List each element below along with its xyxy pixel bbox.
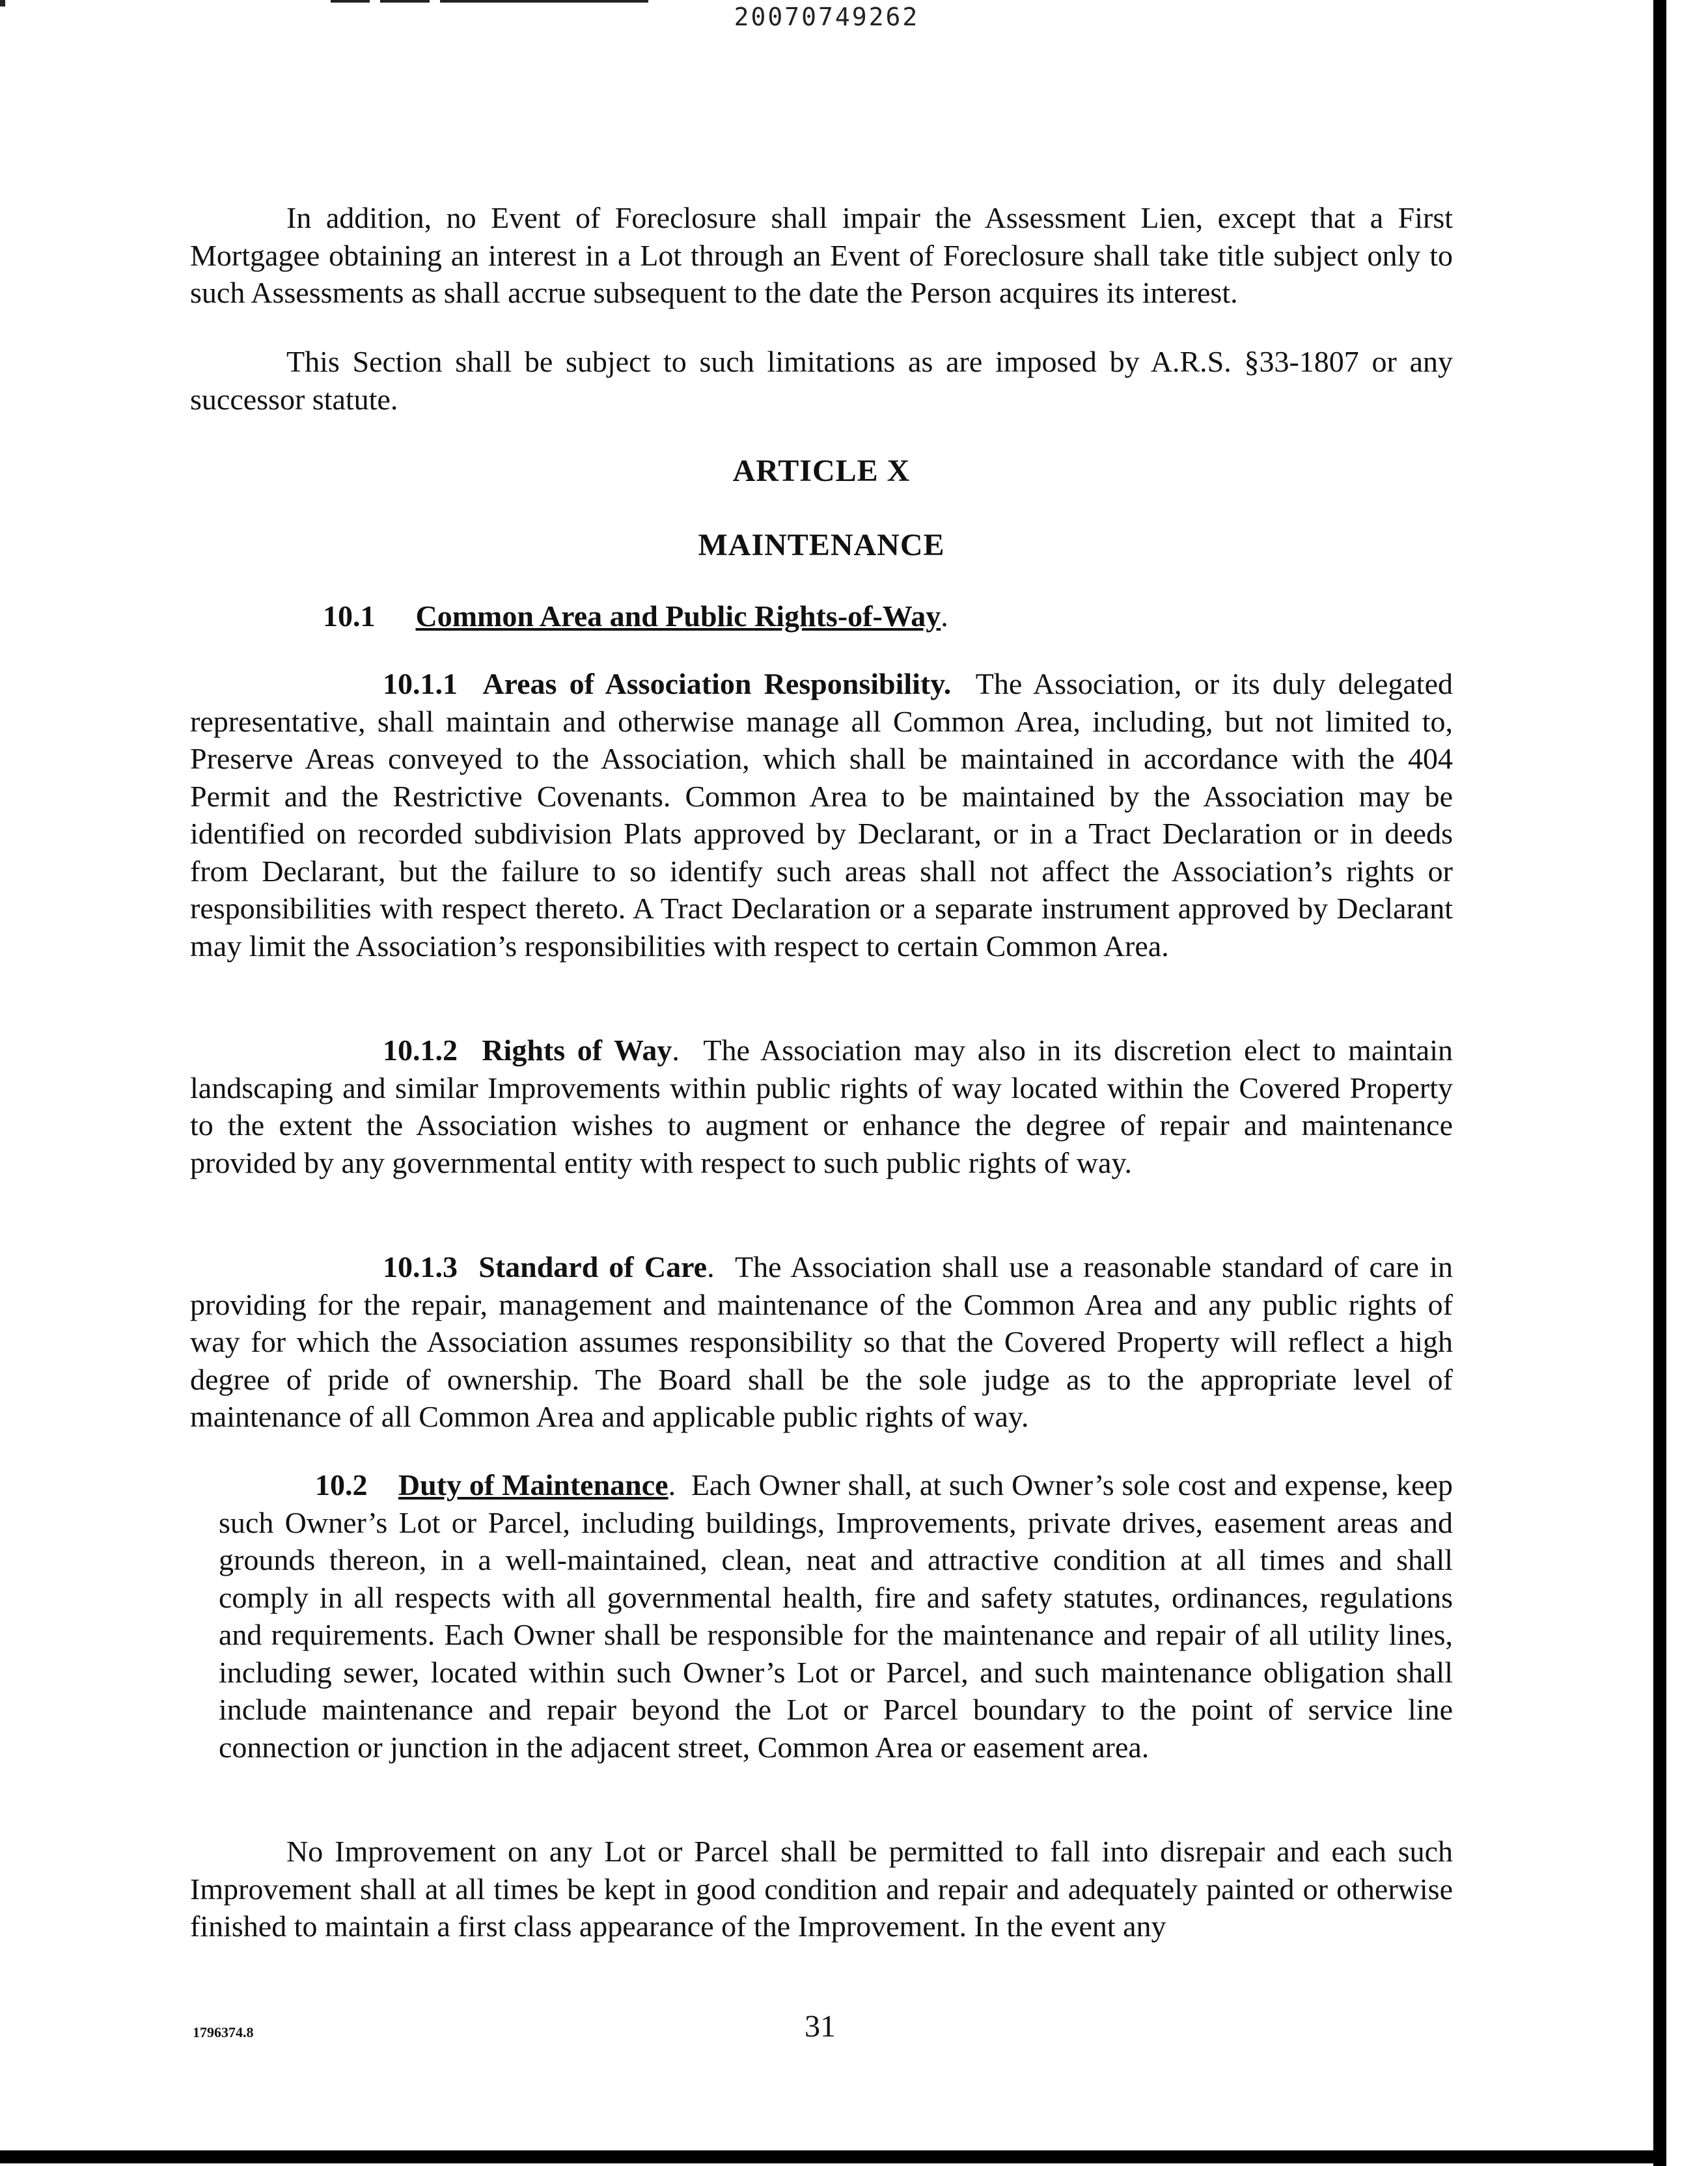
section-number: 10.1 (323, 599, 376, 633)
subsection-number: 10.1.3 (383, 1250, 458, 1283)
section-10-1-heading (323, 599, 948, 633)
opening-text (190, 199, 1453, 312)
paragraph-foreclosure: In addition, no Event of Foreclosure shall impair the Assessment Lien, except that a First Mortgagee obtaining an interest in a Lot through an Event of Foreclosure shall take title subject only to such Assessments as shall accrue subsequent to the date the Person acquires its interest. (190, 201, 1453, 309)
statute-text (190, 343, 1453, 418)
subsection-title: Areas of Association Responsibility (482, 667, 944, 700)
page-number: 31 (805, 2009, 836, 2044)
section-punct: . (941, 599, 948, 633)
recording-number: 20070749262 (734, 3, 920, 31)
section-10-2 (219, 1466, 1453, 1766)
document-code: 1796374.8 (193, 2024, 254, 2040)
subsection-number: 10.1.1 (383, 667, 458, 700)
paragraph-10-1-3: 10.1.3 Standard of Care. The Association shall use a reasonable standard of care in providing for the repair, management and maintenance of the Common Area and any public rights of way for which the Association assumes responsibility so that the Covered Property will reflect a high degree of pride of ownership. The Board shall be the sole judge as to the appropriate level of maintenance of all Common Area and applicable public rights of way. (190, 1250, 1453, 1433)
section-10-1-3 (190, 1248, 1453, 1436)
subsection-title: Standard of Care (478, 1250, 708, 1283)
paragraph-10-2: 10.2 Duty of Maintenance. Each Owner shall, at such Owner’s sole cost and expense, keep such Owner’s Lot or Parcel, including buildings, Improvements, private drives, easement areas and grounds thereon, in a well-maintained, clean, neat and attractive condition at all times and shall comply in all respects with all governmental health, fire and safety statutes, ordinances, regulations and requirements. Each Owner shall be responsible for the maintenance and repair of all utility lines, including sewer, located within such Owner’s Lot or Parcel, and such maintenance obligation shall include maintenance and repair beyond the Lot or Parcel boundary to the point of service line connection or junction in the adjacent street, Common Area or easement area. (219, 1468, 1453, 1764)
improvement-text (190, 1833, 1453, 1945)
paragraph-improvement: No Improvement on any Lot or Parcel shall be permitted to fall into disrepair and each such Improvement shall at all times be kept in good condition and repair and adequately painted or otherwise finished to maintain a first class appearance of the Improvement. In the event any (190, 1835, 1453, 1943)
scan-border-bottom (0, 2150, 1666, 2163)
subsection-text: The Association, or its duly delegated representative, shall maintain and otherwise manage all Common Area, including, but not limited to, Preserve Areas conveyed to the Association, which shall be maintained in accordance with the 404 Permit and the Restrictive Covenants. Common Area to be maintained by the Association may be identified on recorded subdivision Plats approved by Declarant, or in a Tract Declaration or in deeds from Declarant, but the failure to so identify such areas shall not affect the Association’s rights or responsibilities with respect thereto. A Tract Declaration or a separate instrument approved by Declarant may limit the Association’s responsibilities with respect to certain Common Area. (190, 667, 1453, 963)
paragraph-10-1-2: 10.1.2 Rights of Way. The Association may also in its discretion elect to maintain landscaping and similar Improvements within public rights of way located within the Covered Property to the extent the Association wishes to augment or enhance the degree of repair and maintenance provided by any governmental entity with respect to such public rights of way. (190, 1034, 1453, 1179)
article-title: MAINTENANCE (698, 528, 945, 562)
paragraph-statute: This Section shall be subject to such limitations as are imposed by A.R.S. §33-1807 or any successor statute. (190, 345, 1453, 416)
section-number: 10.2 (315, 1468, 368, 1501)
section-title: Common Area and Public Rights-of-Way (415, 599, 941, 633)
article-number: ARTICLE X (732, 454, 911, 488)
section-title: Duty of Maintenance (398, 1468, 668, 1501)
section-text: Each Owner shall, at such Owner’s sole cost and expense, keep such Owner’s Lot or Parcel, including buildings, Improvements, private drives, easement areas and grounds thereon, in a well-maintained, clean, neat and attractive condition at all times and shall comply in all respects with all governmental health, fire and safety statutes, ordinances, regulations and requirements. Each Owner shall be responsible for the maintenance and repair of all utility lines, including sewer, located within such Owner’s Lot or Parcel, and such maintenance obligation shall include maintenance and repair beyond the Lot or Parcel boundary to the point of service line connection or junction in the adjacent street, Common Area or easement area. (219, 1468, 1453, 1764)
subsection-title: Rights of Way (482, 1034, 672, 1067)
section-10-1-2 (190, 1032, 1453, 1181)
scan-border-right (1653, 0, 1666, 2166)
section-10-1-1 (190, 665, 1453, 965)
subsection-text: The Association may also in its discretion elect to maintain landscaping and similar Improvements within public rights of way located within the Covered Property to the extent the Association wishes to augment or enhance the degree of repair and maintenance provided by any governmental entity with respect to such public rights of way. (190, 1034, 1453, 1179)
subsection-number: 10.1.2 (383, 1034, 458, 1067)
subsection-text: The Association shall use a reasonable standard of care in providing for the repair, management and maintenance of the Common Area and any public rights of way for which the Association assumes responsibility so that the Covered Property will reflect a high degree of pride of ownership. The Board shall be the sole judge as to the appropriate level of maintenance of all Common Area and applicable public rights of way. (190, 1250, 1453, 1433)
paragraph-10-1-1: 10.1.1 Areas of Association Responsibility. The Association, or its duly delegated representative, shall maintain and otherwise manage all Common Area, including, but not limited to, Preserve Areas conveyed to the Association, which shall be maintained in accordance with the 404 Permit and the Restrictive Covenants. Common Area to be maintained by the Association may be identified on recorded subdivision Plats approved by Declarant, or in a Tract Declaration or in deeds from Declarant, but the failure to so identify such areas shall not affect the Association’s rights or responsibilities with respect thereto. A Tract Declaration or a separate instrument approved by Declarant may limit the Association’s responsibilities with respect to certain Common Area. (190, 667, 1453, 963)
